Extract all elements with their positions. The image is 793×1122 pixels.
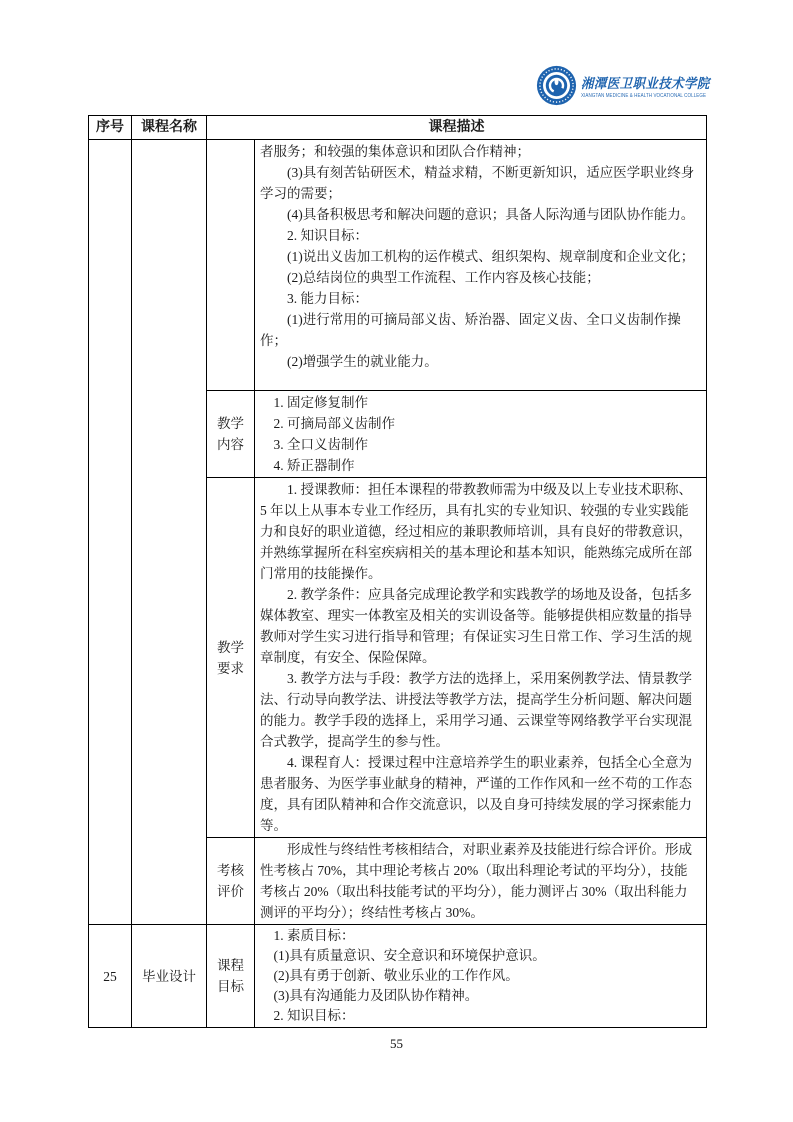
table-header-row (89, 116, 707, 140)
desc-paragraph: 3. 能力目标： (287, 291, 368, 306)
cell-course-name-empty (132, 140, 207, 925)
cell-course-name-25: 毕业设计 (132, 925, 207, 1028)
college-logo (536, 62, 710, 108)
row-label-assessment: 考核评价 (207, 838, 255, 925)
desc-paragraph: 4. 课程育人：授课过程中注意培养学生的职业素养，包括全心全意为患者服务、为医学事业献身的精神，严谨的工作作风和一丝不苟的工作态度，具有团队精神和合作交流意识，以及自身可持续发展的学习探索能力等。 (260, 755, 692, 833)
desc-paragraph: (4)具备积极思考和解决问题的意识；具备人际沟通与团队协作能力。 (287, 207, 695, 222)
desc-paragraph: 4. 矫正器制作 (273, 458, 355, 473)
row-label-course-objectives: 课程目标 (207, 925, 255, 1028)
desc-paragraph: (1)说出义齿加工机构的运作模式、组织架构、规章制度和企业文化； (287, 249, 695, 264)
desc-paragraph: (2)具有勇于创新、敬业乐业的工作作风。 (273, 968, 519, 983)
desc-paragraph: (2)总结岗位的典型工作流程、工作内容及核心技能； (287, 270, 600, 285)
desc-paragraph: 形成性与终结性考核相结合，对职业素养及技能进行综合评价。形成性考核占 70%，其中理论考核占 20%（取出科理论考试的平均分），技能考核占 20%（取出科技能考试的平均分），能力测评占 30%（取出科能力测评的平均分）；终结性考核占 30%。 (260, 842, 692, 920)
desc-paragraph: 2. 可摘局部义齿制作 (273, 416, 395, 431)
desc-paragraph: (1)具有质量意识、安全意识和环境保护意识。 (273, 948, 546, 963)
desc-paragraph: 3. 教学方法与手段：教学方法的选择上，采用案例教学法、情景教学法、行动导向教学法、讲授法等教学方法，提高学生分析问题、解决问题的能力。教学手段的选择上，采用学习通、云课堂等网络教学平台实现混合式教学，提高学生的参与性。 (260, 671, 692, 749)
table-row-objectives-cont (89, 140, 707, 391)
desc-paragraph: (1)进行常用的可摘局部义齿、矫治器、固定义齿、全口义齿制作操作； (260, 312, 681, 348)
desc-paragraph: 1. 素质目标： (273, 928, 355, 943)
cell-desc-teaching-content (255, 391, 707, 478)
table-row-25 (89, 925, 707, 1028)
desc-paragraph: 2. 教学条件：应具备完成理论教学和实践教学的场地及设备，包括多媒体教室、理实一体教室及相关的实训设备等。能够提供相应数量的指导教师对学生实习进行指导和管理；有保证实习生日常工作、学习生活的规章制度，有安全、保险保障。 (260, 587, 692, 665)
cell-desc-assessment (255, 838, 707, 925)
college-logo-emblem (536, 65, 577, 106)
cell-desc-objectives-cont (255, 140, 707, 391)
college-name-en: XIANGTAN MEDICINE & HEALTH VOCATIONAL COLLEGE (581, 92, 707, 99)
college-name-zh: 湘潭医卫职业技术学院 (581, 75, 710, 91)
cell-desc-course-objectives (255, 925, 707, 1028)
desc-paragraph: (3)具有刻苦钻研医术，精益求精，不断更新知识，适应医学职业终身学习的需要； (260, 165, 695, 201)
cell-no-empty (89, 140, 132, 925)
desc-paragraph: 者服务；和较强的集体意识和团队合作精神； (260, 144, 530, 159)
desc-paragraph: (2)增强学生的就业能力。 (287, 354, 438, 369)
desc-paragraph: 1. 固定修复制作 (273, 395, 368, 410)
college-logo-text (581, 72, 710, 99)
course-description-table (88, 115, 707, 1028)
header-cell-course-name: 课程名称 (132, 116, 207, 140)
desc-paragraph: 3. 全口义齿制作 (273, 437, 368, 452)
page-number: 55 (390, 1036, 403, 1051)
row-label-empty (207, 140, 255, 391)
desc-paragraph: 2. 知识目标： (273, 1008, 355, 1023)
desc-paragraph: 2. 知识目标： (287, 228, 368, 243)
desc-paragraph: (3)具有沟通能力及团队协作精神。 (273, 988, 479, 1003)
header-cell-no: 序号 (89, 116, 132, 140)
row-label-teaching-content: 教学内容 (207, 391, 255, 478)
row-label-teaching-requirements: 教学要求 (207, 478, 255, 838)
desc-paragraph: 1. 授课教师：担任本课程的带教教师需为中级及以上专业技术职称、5 年以上从事本专业工作经历，具有扎实的专业知识、较强的专业实践能力和良好的职业道德，经过相应的兼职教师培训，具有良好的带教意识，并熟练掌握所在科室疾病相关的基本理论和基本知识，能熟练完成所在部门常用的技能操作。 (260, 482, 692, 581)
cell-desc-teaching-requirements (255, 478, 707, 838)
header-cell-course-desc: 课程描述 (207, 116, 707, 140)
cell-no-25: 25 (89, 925, 132, 1028)
